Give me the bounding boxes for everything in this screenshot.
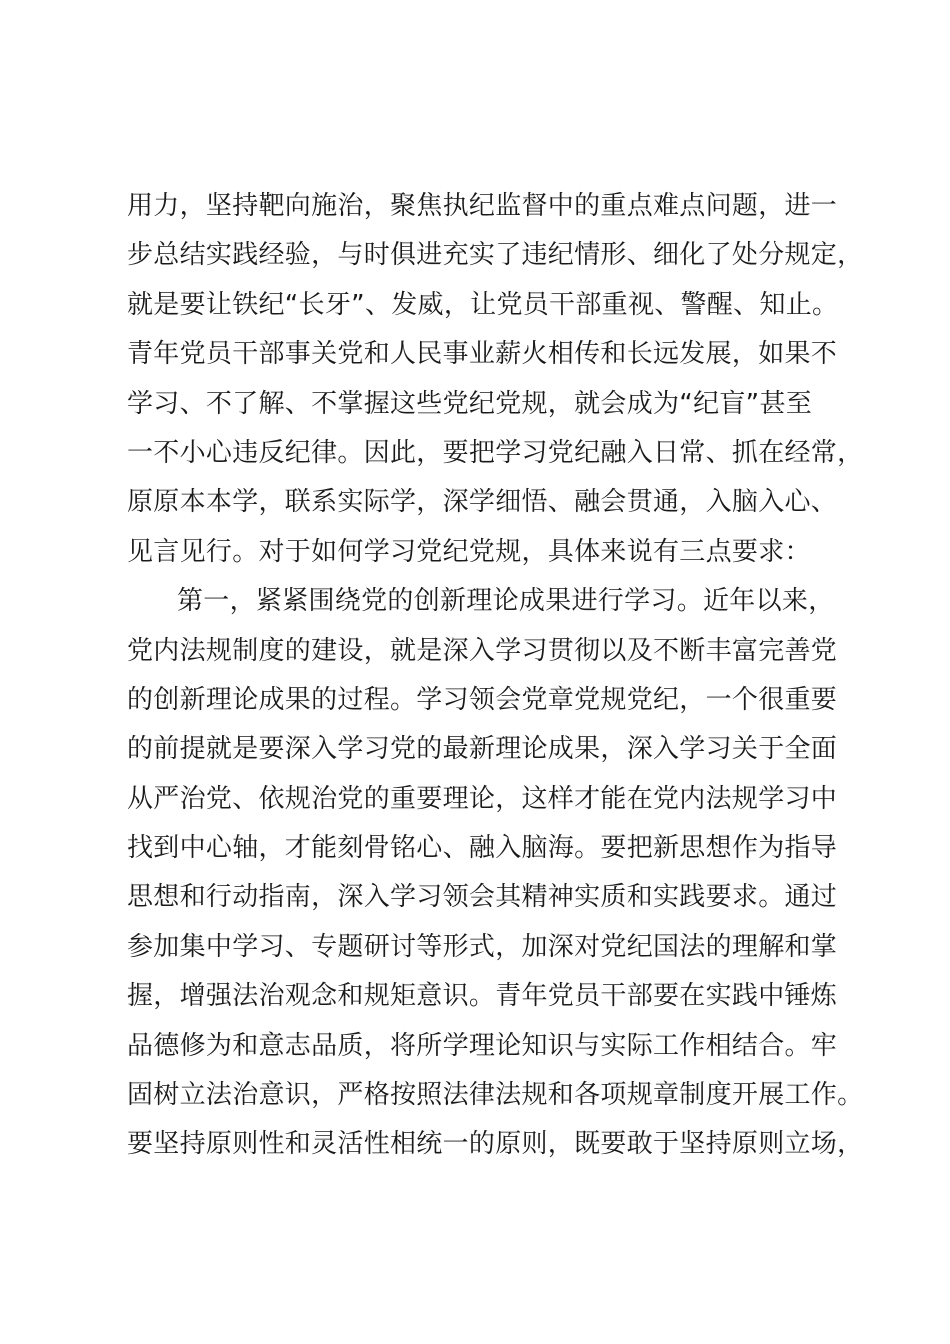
text-line: 原原本本学，联系实际学，深学细悟、融会贯通，入脑入心、 — [127, 487, 838, 518]
text-line: 见言见行。对于如何学习党纪党规，具体来说有三点要求： — [127, 536, 811, 567]
text-line: 步总结实践经验，与时俱进充实了违纪情形、细化了处分规定， — [127, 240, 864, 271]
text-line: 的前提就是要深入学习党的最新理论成果，深入学习关于全面 — [127, 734, 838, 765]
text-line: 思想和行动指南，深入学习领会其精神实质和实践要求。通过 — [127, 882, 838, 913]
text-line: 参加集中学习、专题研讨等形式，加深对党纪国法的理解和掌 — [127, 931, 838, 962]
paragraph-start-line: 第一，紧紧围绕党的创新理论成果进行学习。近年以来， — [177, 586, 835, 617]
text-line: 党内法规制度的建设，就是深入学习贯彻以及不断丰富完善党 — [127, 635, 838, 666]
text-line: 青年党员干部事关党和人民事业薪火相传和长远发展，如果不 — [127, 339, 838, 370]
text-line: 固树立法治意识，严格按照法律法规和各项规章制度开展工作。 — [127, 1080, 864, 1111]
text-line: 握，增强法治观念和规矩意识。青年党员干部要在实践中锤炼 — [127, 981, 838, 1012]
text-line: 要坚持原则性和灵活性相统一的原则，既要敢于坚持原则立场， — [127, 1129, 864, 1160]
text-line: 从严治党、依规治党的重要理论，这样才能在党内法规学习中 — [127, 783, 838, 814]
text-line: 一不小心违反纪律。因此，要把学习党纪融入日常、抓在经常， — [127, 437, 864, 468]
text-line: 找到中心轴，才能刻骨铭心、融入脑海。要把新思想作为指导 — [127, 833, 838, 864]
text-line: 的创新理论成果的过程。学习领会党章党规党纪，一个很重要 — [127, 684, 838, 715]
text-line: 就是要让铁纪“长牙”、发威，让党员干部重视、警醒、知止。 — [127, 289, 839, 320]
text-line: 用力，坚持靶向施治，聚焦执纪监督中的重点难点问题，进一 — [127, 191, 838, 221]
text-line: 品德修为和意志品质，将所学理论知识与实际工作相结合。牢 — [127, 1030, 838, 1061]
body-text — [127, 182, 864, 1170]
text-line: 学习、不了解、不掌握这些党纪党规，就会成为“纪盲”甚至 — [127, 388, 813, 419]
